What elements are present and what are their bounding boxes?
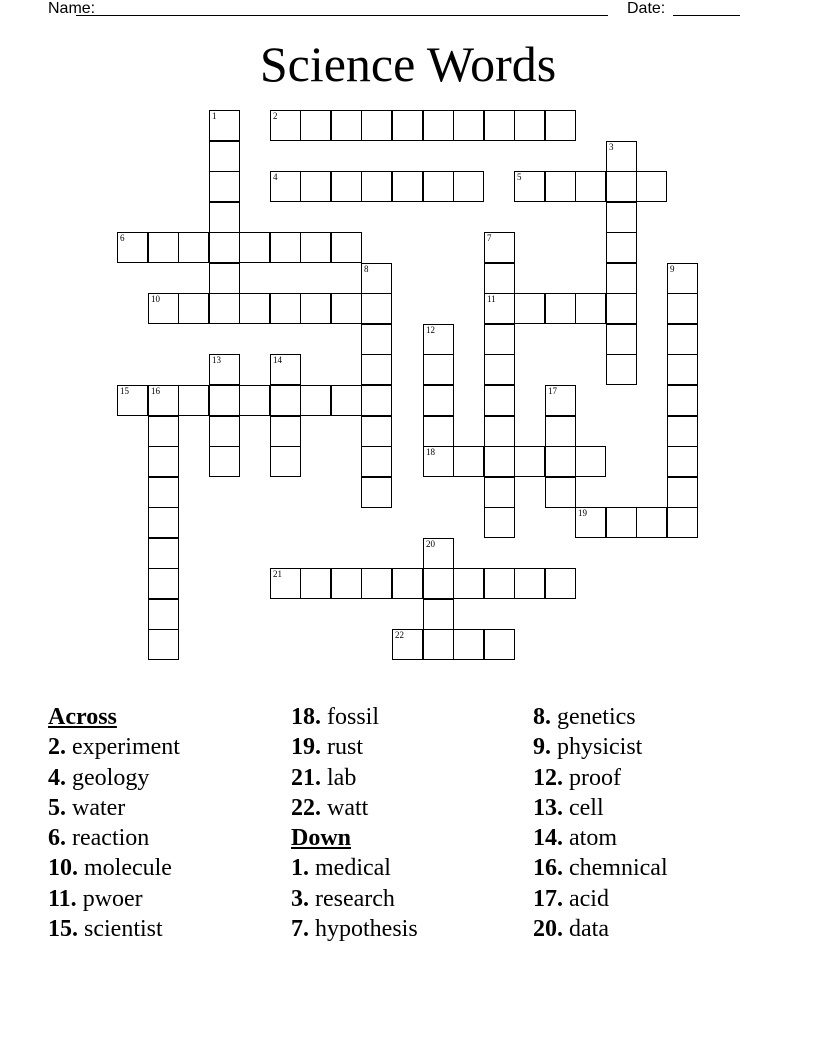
grid-cell[interactable] xyxy=(514,293,545,324)
grid-cell[interactable] xyxy=(178,293,209,324)
clue-down-7: 7. hypothesis xyxy=(291,916,418,943)
clue-number: 16 xyxy=(151,386,160,396)
grid-cell[interactable] xyxy=(484,385,515,416)
grid-cell[interactable] xyxy=(270,293,301,324)
grid-cell[interactable] xyxy=(361,385,392,416)
grid-cell[interactable] xyxy=(178,232,209,263)
grid-cell[interactable] xyxy=(148,629,179,660)
grid-cell[interactable] xyxy=(209,293,240,324)
clue-number: 8 xyxy=(364,264,369,274)
grid-cell[interactable] xyxy=(484,324,515,355)
clue-number: 1 xyxy=(212,111,217,121)
grid-cell[interactable] xyxy=(606,141,637,172)
grid-cell[interactable] xyxy=(270,568,301,599)
clue-number: 13 xyxy=(212,355,221,365)
grid-cell[interactable] xyxy=(545,110,576,141)
grid-cell[interactable] xyxy=(392,629,423,660)
grid-cell[interactable] xyxy=(148,293,179,324)
grid-cell[interactable] xyxy=(606,263,637,294)
grid-cell[interactable] xyxy=(270,446,301,477)
clue-number: 18 xyxy=(426,447,435,457)
clue-down-16: 16. chemnical xyxy=(533,855,668,882)
grid-cell[interactable] xyxy=(667,293,698,324)
grid-cell[interactable] xyxy=(331,568,362,599)
clue-across-15: 15. scientist xyxy=(48,916,163,943)
clue-number: 5 xyxy=(517,172,522,182)
grid-cell[interactable] xyxy=(361,171,392,202)
grid-cell[interactable] xyxy=(606,232,637,263)
grid-cell[interactable] xyxy=(117,232,148,263)
grid-cell[interactable] xyxy=(148,568,179,599)
grid-cell[interactable] xyxy=(636,507,667,538)
grid-cell[interactable] xyxy=(484,446,515,477)
grid-cell[interactable] xyxy=(209,141,240,172)
grid-cell[interactable] xyxy=(270,171,301,202)
grid-cell[interactable] xyxy=(484,354,515,385)
grid-cell[interactable] xyxy=(575,171,606,202)
clue-down-14: 14. atom xyxy=(533,825,617,852)
clue-across-21: 21. lab xyxy=(291,764,357,791)
date-label: Date: xyxy=(627,0,666,17)
grid-cell[interactable] xyxy=(484,629,515,660)
grid-cell[interactable] xyxy=(331,232,362,263)
grid-cell[interactable] xyxy=(423,416,454,447)
grid-cell[interactable] xyxy=(300,171,331,202)
grid-cell[interactable] xyxy=(545,477,576,508)
grid-cell[interactable] xyxy=(392,171,423,202)
clue-number: 12 xyxy=(426,325,435,335)
grid-cell[interactable] xyxy=(148,538,179,569)
grid-cell[interactable] xyxy=(545,171,576,202)
grid-cell[interactable] xyxy=(270,232,301,263)
grid-cell[interactable] xyxy=(423,568,454,599)
name-label: Name: xyxy=(48,0,96,17)
grid-cell[interactable] xyxy=(667,354,698,385)
grid-cell[interactable] xyxy=(545,416,576,447)
grid-cell[interactable] xyxy=(423,629,454,660)
grid-cell[interactable] xyxy=(667,416,698,447)
grid-cell[interactable] xyxy=(209,232,240,263)
clue-down-13: 13. cell xyxy=(533,794,604,821)
clue-number: 4 xyxy=(273,172,278,182)
clue-number: 20 xyxy=(426,539,435,549)
grid-cell[interactable] xyxy=(331,293,362,324)
grid-cell[interactable] xyxy=(484,232,515,263)
grid-cell[interactable] xyxy=(575,293,606,324)
clue-number: 14 xyxy=(273,355,282,365)
grid-cell[interactable] xyxy=(148,232,179,263)
grid-cell[interactable] xyxy=(239,293,270,324)
grid-cell[interactable] xyxy=(667,446,698,477)
clue-number: 15 xyxy=(120,386,129,396)
grid-cell[interactable] xyxy=(361,354,392,385)
clue-number: 7 xyxy=(487,233,492,243)
grid-cell[interactable] xyxy=(545,293,576,324)
clue-across-6: 6. reaction xyxy=(48,825,150,852)
grid-cell[interactable] xyxy=(484,110,515,141)
grid-cell[interactable] xyxy=(667,477,698,508)
grid-cell[interactable] xyxy=(148,416,179,447)
clue-down-12: 12. proof xyxy=(533,764,621,791)
grid-cell[interactable] xyxy=(514,110,545,141)
grid-cell[interactable] xyxy=(606,202,637,233)
grid-cell[interactable] xyxy=(423,599,454,630)
grid-cell[interactable] xyxy=(514,171,545,202)
grid-cell[interactable] xyxy=(575,446,606,477)
clue-down-17: 17. acid xyxy=(533,885,609,912)
grid-cell[interactable] xyxy=(209,263,240,294)
grid-cell[interactable] xyxy=(392,110,423,141)
clue-number: 11 xyxy=(487,294,496,304)
clue-column-1 xyxy=(48,702,180,944)
clue-across-4: 4. geology xyxy=(48,764,150,791)
grid-cell[interactable] xyxy=(209,202,240,233)
clue-number: 2 xyxy=(273,111,278,121)
clue-column-3 xyxy=(533,702,668,944)
grid-cell[interactable] xyxy=(453,171,484,202)
grid-cell[interactable] xyxy=(423,110,454,141)
grid-cell[interactable] xyxy=(423,324,454,355)
clue-number: 22 xyxy=(395,630,404,640)
grid-cell[interactable] xyxy=(361,477,392,508)
grid-cell[interactable] xyxy=(636,171,667,202)
clue-across-22: 22. watt xyxy=(291,794,369,821)
clue-number: 17 xyxy=(548,386,557,396)
grid-cell[interactable] xyxy=(575,507,606,538)
page-title: Science Words xyxy=(259,36,557,92)
grid-cell[interactable] xyxy=(423,171,454,202)
grid-cell[interactable] xyxy=(606,507,637,538)
grid-cell[interactable] xyxy=(423,538,454,569)
clue-across-5: 5. water xyxy=(48,794,126,821)
clue-number: 9 xyxy=(670,264,675,274)
grid-cell[interactable] xyxy=(148,477,179,508)
clue-down-8: 8. genetics xyxy=(533,704,636,730)
grid-cell[interactable] xyxy=(117,385,148,416)
grid-cell[interactable] xyxy=(148,385,179,416)
grid-cell[interactable] xyxy=(209,385,240,416)
grid-cell[interactable] xyxy=(423,446,454,477)
grid-cell[interactable] xyxy=(361,293,392,324)
grid-cell[interactable] xyxy=(178,385,209,416)
clue-down-3: 3. research xyxy=(291,885,395,912)
clue-down-1: 1. medical xyxy=(291,855,391,882)
grid-cell[interactable] xyxy=(209,354,240,385)
grid-cell[interactable] xyxy=(300,385,331,416)
clue-across-2: 2. experiment xyxy=(48,734,180,761)
grid-cell[interactable] xyxy=(270,416,301,447)
grid-cell[interactable] xyxy=(361,416,392,447)
clue-across-18: 18. fossil xyxy=(291,704,380,730)
clue-number: 6 xyxy=(120,233,125,243)
grid-cell[interactable] xyxy=(209,416,240,447)
grid-cell[interactable] xyxy=(300,110,331,141)
grid-cell[interactable] xyxy=(209,446,240,477)
grid-cell[interactable] xyxy=(361,324,392,355)
grid-cell[interactable] xyxy=(148,446,179,477)
clue-number: 3 xyxy=(609,142,614,152)
grid-cell[interactable] xyxy=(484,416,515,447)
grid-cell[interactable] xyxy=(453,629,484,660)
grid-cell[interactable] xyxy=(331,171,362,202)
down-heading: Down xyxy=(291,825,352,852)
grid-cell[interactable] xyxy=(514,446,545,477)
across-heading: Across xyxy=(48,704,117,730)
grid-cell[interactable] xyxy=(148,599,179,630)
grid-cell[interactable] xyxy=(545,568,576,599)
clue-across-10: 10. molecule xyxy=(48,855,172,882)
grid-cell[interactable] xyxy=(484,293,515,324)
clue-across-11: 11. pwoer xyxy=(48,885,143,912)
grid-cell[interactable] xyxy=(667,385,698,416)
grid-cell[interactable] xyxy=(300,293,331,324)
clue-number: 21 xyxy=(273,569,282,579)
grid-cell[interactable] xyxy=(667,263,698,294)
grid-cell[interactable] xyxy=(453,110,484,141)
grid-cell[interactable] xyxy=(209,110,240,141)
clue-down-20: 20. data xyxy=(533,916,609,943)
grid-cell[interactable] xyxy=(484,263,515,294)
grid-cell[interactable] xyxy=(270,110,301,141)
clue-number: 19 xyxy=(578,508,587,518)
grid-cell[interactable] xyxy=(484,477,515,508)
grid-cell[interactable] xyxy=(361,446,392,477)
clue-number: 10 xyxy=(151,294,160,304)
grid-cell[interactable] xyxy=(361,568,392,599)
grid-cell[interactable] xyxy=(667,324,698,355)
grid-cell[interactable] xyxy=(239,232,270,263)
grid-cell[interactable] xyxy=(423,354,454,385)
grid-cell[interactable] xyxy=(484,568,515,599)
grid-cell[interactable] xyxy=(239,385,270,416)
grid-cell[interactable] xyxy=(300,232,331,263)
clue-down-9: 9. physicist xyxy=(533,734,643,761)
grid-cell[interactable] xyxy=(423,385,454,416)
clue-across-19: 19. rust xyxy=(291,734,363,761)
grid-cell[interactable] xyxy=(453,446,484,477)
grid-cell[interactable] xyxy=(361,110,392,141)
grid-cell[interactable] xyxy=(270,354,301,385)
grid-cell[interactable] xyxy=(545,446,576,477)
grid-cell[interactable] xyxy=(331,385,362,416)
grid-cell[interactable] xyxy=(209,171,240,202)
grid-cell[interactable] xyxy=(270,385,301,416)
grid-cell[interactable] xyxy=(453,568,484,599)
grid-cell[interactable] xyxy=(606,354,637,385)
grid-cell[interactable] xyxy=(514,568,545,599)
grid-cell[interactable] xyxy=(331,110,362,141)
grid-cell[interactable] xyxy=(148,507,179,538)
grid-cell[interactable] xyxy=(606,293,637,324)
grid-cell[interactable] xyxy=(606,171,637,202)
grid-cell[interactable] xyxy=(392,568,423,599)
grid-cell[interactable] xyxy=(300,568,331,599)
grid-cell[interactable] xyxy=(545,385,576,416)
grid-cell[interactable] xyxy=(606,324,637,355)
grid-cell[interactable] xyxy=(484,507,515,538)
grid-cell[interactable] xyxy=(361,263,392,294)
clue-column-2 xyxy=(291,702,418,944)
grid-cell[interactable] xyxy=(667,507,698,538)
